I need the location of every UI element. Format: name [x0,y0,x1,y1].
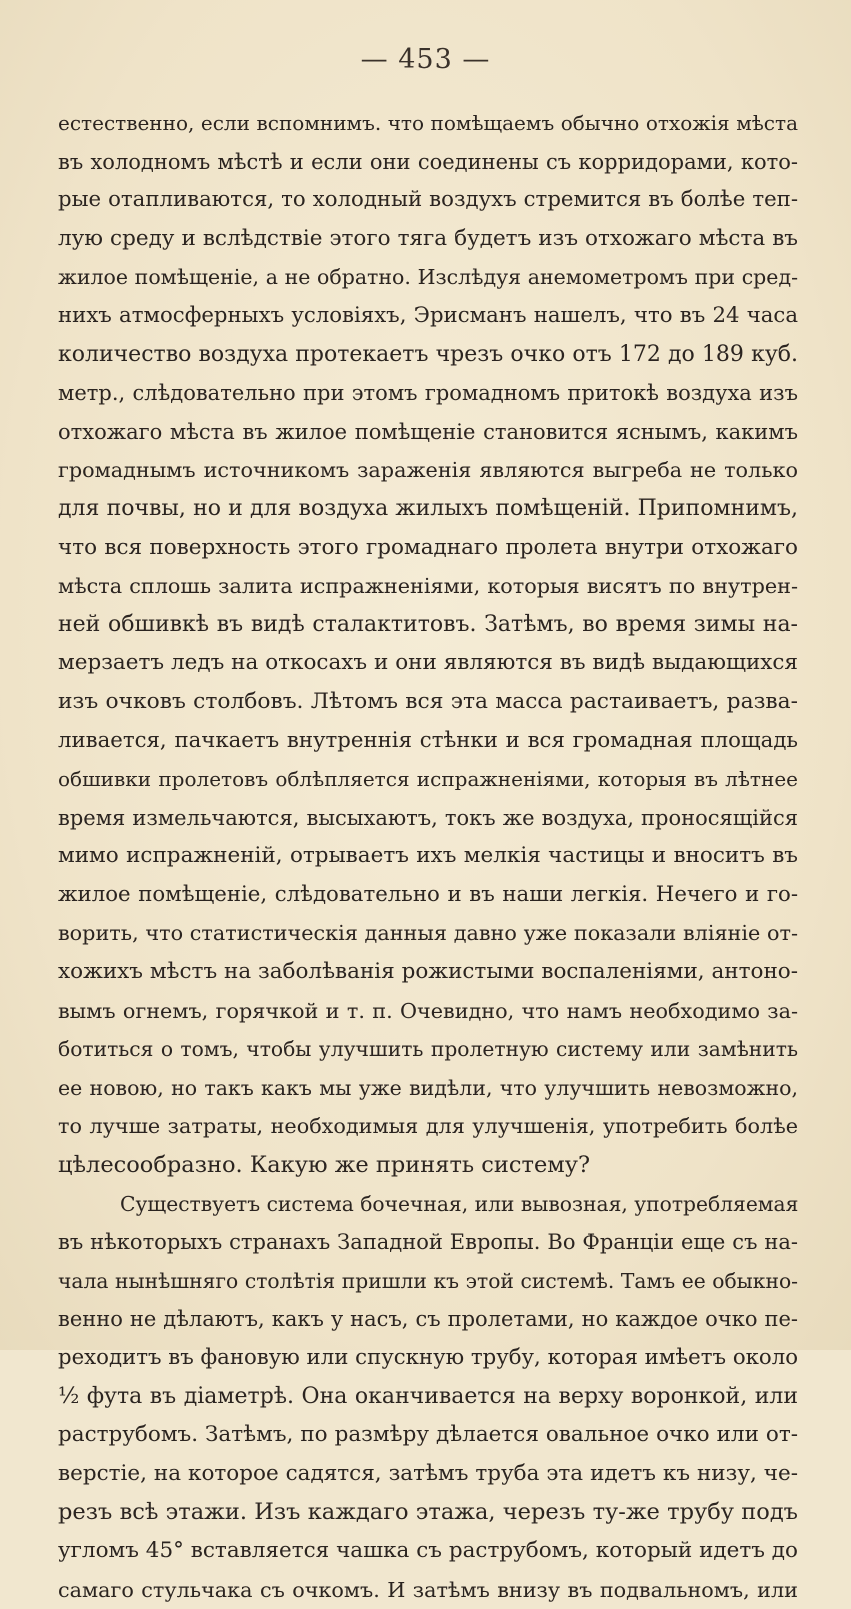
text-line: угломъ 45° вставляется чашка съ раструбомъ, который идетъ до [58,1537,798,1563]
text-line: естественно, если вспомнимъ. что помѣщаемъ обычно отхожія мѣста [58,111,798,135]
text-line: жилое помѣщеніе, а не обратно. Изслѣдуя анемометромъ при сред- [58,265,798,290]
text-line: въ холодномъ мѣстѣ и если они соединены съ корридорами, кото- [58,149,798,174]
text-line: лую среду и вслѣдствіе этого тяга будетъ изъ отхожаго мѣста въ [58,225,798,251]
text-line: нихъ атмосферныхъ условіяхъ, Эрисманъ нашелъ, что въ 24 часа [58,302,798,328]
text-line: что вся поверхность этого громаднаго пролета внутри отхожаго [58,534,798,560]
text-line: метр., слѣдовательно при этомъ громадномъ притокѣ воздуха изъ [58,381,798,406]
text-line: мѣста сплошь залита испражненіями, которыя висятъ по внутрен- [58,574,798,599]
text-line: жилое помѣщеніе, слѣдовательно и въ наши легкія. Нечего и го- [58,881,798,907]
text-line: ее новою, но такъ какъ мы уже видѣли, что улучшить невозможно, [58,1075,798,1100]
text-line: мимо испражненій, отрываетъ ихъ мелкія частицы и вноситъ въ [58,843,798,869]
text-line: чала нынѣшняго столѣтія пришли къ этой системѣ. Тамъ ее обыкно- [58,1268,798,1293]
text-line: громаднымъ источникомъ зараженія являются выгреба не только [58,458,798,483]
text-line: то лучше затраты, необходимыя для улучшенія, употребить болѣе [58,1114,798,1139]
text-line: рые отапливаются, то холодный воздухъ стремится въ болѣе теп- [58,187,798,213]
text-line: венно не дѣлаютъ, какъ у насъ, съ пролетами, но каждое очко пе- [58,1307,798,1332]
text-line: ворить, что статистическія данныя давно уже показали вліяніе от- [58,921,798,946]
text-line: хожихъ мѣстъ на заболѣванія рожистыми воспаленіями, антоно- [58,959,798,985]
text-line: раструбомъ. Затѣмъ, по размѣру дѣлается овальное очко или от- [58,1422,798,1448]
text-line: ботиться о томъ, чтобы улучшить пролетную систему или замѣнить [58,1037,798,1062]
text-line: время измельчаются, высыхаютъ, токъ же воздуха, проносящійся [58,805,798,830]
text-line: ней обшивкѣ въ видѣ сталактитовъ. Затѣмъ, во время зимы на- [58,611,798,637]
paragraph-end-line: цѣлесообразно. Какую же принять систему? [58,1152,591,1179]
text-line: въ нѣкоторыхъ странахъ Западной Европы. Во Франціи еще съ на- [58,1230,798,1255]
body-text [58,104,798,1609]
text-line: изъ очковъ столбовъ. Лѣтомъ вся эта масса растаиваетъ, разва- [58,688,798,714]
page-number: — 453 — [360,44,491,75]
text-line: резъ всѣ этажи. Изъ каждаго этажа, черезъ ту-же трубу подъ [58,1499,798,1526]
text-line: ½ фута въ діаметрѣ. Она оканчивается на верху воронкой, или [58,1383,798,1409]
text-line: самаго стульчака съ очкомъ. И затѣмъ внизу въ подвальномъ, или [58,1577,798,1602]
text-line: мерзаетъ ледъ на откосахъ и они являются въ видѣ выдающихся [58,650,798,676]
text-line: количество воздуха протекаетъ чрезъ очко отъ 172 до 189 куб. [58,341,798,367]
paragraph-start-line: Существуетъ система бочечная, или вывозная, употребляемая [120,1191,798,1216]
text-line: верстіе, на которое садятся, затѣмъ труба эта идетъ къ низу, че- [58,1460,798,1486]
text-line: обшивки пролетовъ облѣпляется испражненіями, которыя въ лѣтнее [58,767,798,792]
text-line: реходитъ въ фановую или спускную трубу, которая имѣетъ около [58,1345,798,1370]
text-line: для почвы, но и для воздуха жилыхъ помѣщеній. Припомнимъ, [58,495,798,521]
text-line: ливается, пачкаетъ внутреннія стѣнки и вся громадная площадь [58,727,798,753]
text-line: отхожаго мѣста въ жилое помѣщеніе становится яснымъ, какимъ [58,419,798,444]
text-line: вымъ огнемъ, горячкой и т. п. Очевидно, что намъ необходимо за- [58,998,798,1023]
